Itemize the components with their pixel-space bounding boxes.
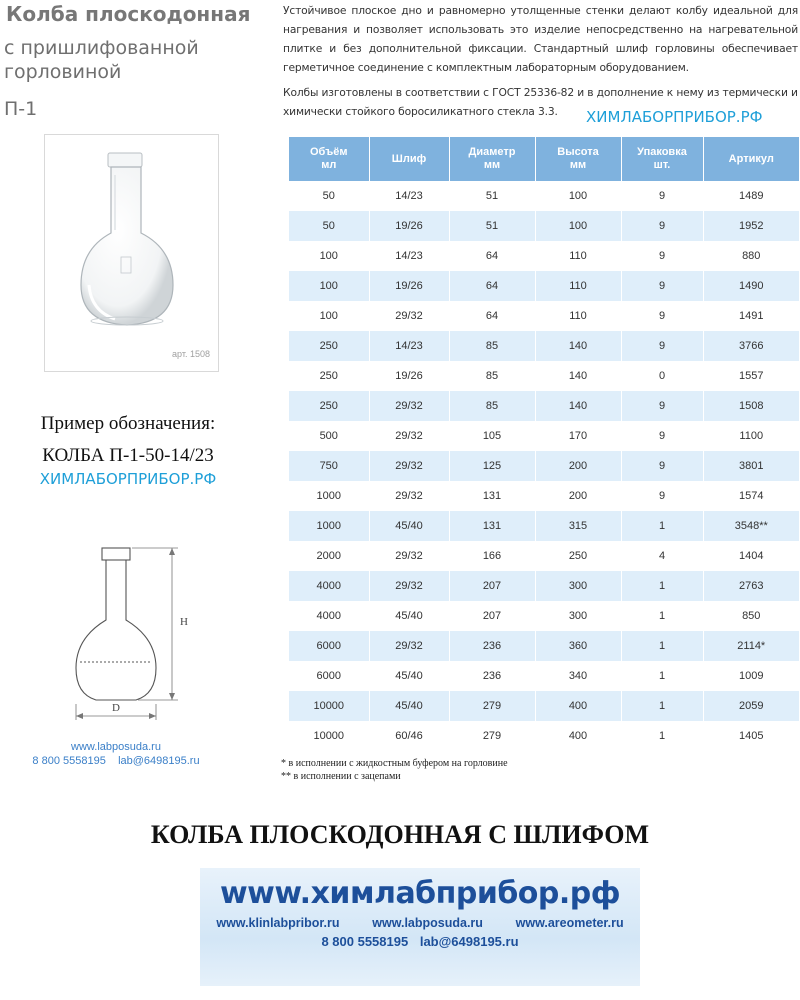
cell-volume: 6000 bbox=[289, 661, 369, 691]
cell-package: 9 bbox=[621, 481, 703, 511]
cell-diameter: 64 bbox=[449, 241, 535, 271]
site-name-left[interactable]: ХИМЛАБОРПРИБОР.РФ bbox=[39, 470, 217, 488]
cell-joint: 29/32 bbox=[369, 481, 449, 511]
table-row bbox=[289, 511, 799, 541]
cell-diameter: 51 bbox=[449, 181, 535, 211]
cell-article: 3766 bbox=[703, 331, 799, 361]
cell-volume: 6000 bbox=[289, 631, 369, 661]
table-row bbox=[289, 271, 799, 301]
cell-height: 200 bbox=[535, 451, 621, 481]
cell-height: 360 bbox=[535, 631, 621, 661]
cell-height: 340 bbox=[535, 661, 621, 691]
spec-table-body bbox=[289, 181, 799, 751]
cell-article: 1490 bbox=[703, 271, 799, 301]
cell-height: 400 bbox=[535, 691, 621, 721]
cell-diameter: 236 bbox=[449, 661, 535, 691]
cell-volume: 10000 bbox=[289, 691, 369, 721]
column-header-volume: Объём мл bbox=[289, 137, 369, 181]
cell-package: 4 bbox=[621, 541, 703, 571]
cell-diameter: 207 bbox=[449, 601, 535, 631]
banner-links bbox=[200, 916, 640, 930]
cell-volume: 50 bbox=[289, 181, 369, 211]
cell-height: 110 bbox=[535, 241, 621, 271]
cell-joint: 45/40 bbox=[369, 511, 449, 541]
cell-package: 9 bbox=[621, 301, 703, 331]
cell-diameter: 64 bbox=[449, 271, 535, 301]
cell-height: 140 bbox=[535, 391, 621, 421]
cell-diameter: 236 bbox=[449, 631, 535, 661]
table-row bbox=[289, 721, 799, 751]
cell-volume: 50 bbox=[289, 211, 369, 241]
cell-diameter: 166 bbox=[449, 541, 535, 571]
cell-article: 3801 bbox=[703, 451, 799, 481]
cell-volume: 4000 bbox=[289, 601, 369, 631]
table-row bbox=[289, 301, 799, 331]
cell-joint: 14/23 bbox=[369, 181, 449, 211]
cell-article: 1404 bbox=[703, 541, 799, 571]
cell-article: 2114* bbox=[703, 631, 799, 661]
cell-joint: 29/32 bbox=[369, 541, 449, 571]
cell-joint: 29/32 bbox=[369, 451, 449, 481]
table-row bbox=[289, 601, 799, 631]
table-row bbox=[289, 691, 799, 721]
product-code: П-1 bbox=[4, 98, 38, 120]
banner-contacts bbox=[200, 934, 640, 949]
cell-package: 9 bbox=[621, 331, 703, 361]
banner-link-1[interactable]: www.klinlabpribor.ru bbox=[216, 916, 340, 930]
column-header-package: Упаковка шт. bbox=[621, 137, 703, 181]
column-header-joint: Шлиф bbox=[369, 137, 449, 181]
designation-example-value: КОЛБА П-1-50-14/23 bbox=[42, 445, 214, 466]
column-header-height: Высота мм bbox=[535, 137, 621, 181]
cell-article: 1489 bbox=[703, 181, 799, 211]
footnote-2: ** в исполнении с зацепами bbox=[281, 771, 401, 782]
cell-height: 300 bbox=[535, 571, 621, 601]
cell-joint: 19/26 bbox=[369, 361, 449, 391]
cell-diameter: 207 bbox=[449, 571, 535, 601]
promo-banner[interactable] bbox=[200, 868, 640, 986]
product-photo bbox=[44, 134, 219, 372]
cell-package: 1 bbox=[621, 511, 703, 541]
cell-package: 1 bbox=[621, 661, 703, 691]
table-row bbox=[289, 571, 799, 601]
cell-package: 9 bbox=[621, 211, 703, 241]
column-header-diameter: Диаметр мм bbox=[449, 137, 535, 181]
cell-diameter: 64 bbox=[449, 301, 535, 331]
cell-volume: 250 bbox=[289, 331, 369, 361]
cell-joint: 29/32 bbox=[369, 571, 449, 601]
table-row bbox=[289, 481, 799, 511]
cell-joint: 29/32 bbox=[369, 391, 449, 421]
drawing-dim-d: D bbox=[112, 702, 120, 714]
cell-package: 1 bbox=[621, 571, 703, 601]
cell-package: 9 bbox=[621, 241, 703, 271]
cell-package: 9 bbox=[621, 271, 703, 301]
table-row bbox=[289, 661, 799, 691]
designation-example bbox=[0, 408, 256, 472]
cell-diameter: 85 bbox=[449, 391, 535, 421]
cell-height: 170 bbox=[535, 421, 621, 451]
cell-article: 1100 bbox=[703, 421, 799, 451]
cell-package: 1 bbox=[621, 631, 703, 661]
cell-joint: 45/40 bbox=[369, 691, 449, 721]
cell-volume: 500 bbox=[289, 421, 369, 451]
table-row bbox=[289, 181, 799, 211]
cell-package: 1 bbox=[621, 601, 703, 631]
cell-volume: 100 bbox=[289, 301, 369, 331]
cell-package: 1 bbox=[621, 721, 703, 751]
banner-phone[interactable]: 8 800 5558195 bbox=[321, 934, 409, 949]
cell-height: 100 bbox=[535, 211, 621, 241]
product-title: Колба плоскодонная bbox=[6, 2, 251, 26]
cell-joint: 14/23 bbox=[369, 241, 449, 271]
cell-height: 140 bbox=[535, 331, 621, 361]
cell-diameter: 105 bbox=[449, 421, 535, 451]
product-subtitle-line1: с пришлифованной bbox=[4, 37, 199, 59]
cell-diameter: 279 bbox=[449, 721, 535, 751]
cell-joint: 19/26 bbox=[369, 271, 449, 301]
cell-article: 1557 bbox=[703, 361, 799, 391]
table-row bbox=[289, 631, 799, 661]
cell-joint: 29/32 bbox=[369, 301, 449, 331]
banner-link-3[interactable]: www.areometer.ru bbox=[515, 916, 624, 930]
cell-package: 1 bbox=[621, 691, 703, 721]
contacts-url[interactable]: www.labposuda.ru bbox=[71, 741, 161, 753]
cell-diameter: 131 bbox=[449, 511, 535, 541]
cell-joint: 29/32 bbox=[369, 631, 449, 661]
photo-article-label: арт. 1508 bbox=[172, 349, 210, 359]
cell-article: 1009 bbox=[703, 661, 799, 691]
cell-article: 880 bbox=[703, 241, 799, 271]
cell-height: 110 bbox=[535, 301, 621, 331]
cell-package: 9 bbox=[621, 451, 703, 481]
cell-article: 1952 bbox=[703, 211, 799, 241]
contacts-phone[interactable]: 8 800 5558195 bbox=[32, 755, 106, 767]
cell-volume: 1000 bbox=[289, 481, 369, 511]
cell-volume: 100 bbox=[289, 271, 369, 301]
cell-diameter: 125 bbox=[449, 451, 535, 481]
cell-package: 0 bbox=[621, 361, 703, 391]
cell-joint: 29/32 bbox=[369, 421, 449, 451]
cell-joint: 19/26 bbox=[369, 211, 449, 241]
footnotes bbox=[281, 757, 508, 783]
cell-article: 1405 bbox=[703, 721, 799, 751]
table-row bbox=[289, 451, 799, 481]
banner-main-url[interactable]: www.химлабприбор.рф bbox=[219, 876, 621, 911]
cell-diameter: 85 bbox=[449, 361, 535, 391]
cell-height: 200 bbox=[535, 481, 621, 511]
cell-joint: 45/40 bbox=[369, 661, 449, 691]
site-name-right[interactable]: ХИМЛАБОРПРИБОР.РФ bbox=[586, 108, 763, 126]
cell-volume: 250 bbox=[289, 391, 369, 421]
flask-drawing bbox=[66, 542, 196, 737]
cell-article: 2059 bbox=[703, 691, 799, 721]
designation-example-label: Пример обозначения: bbox=[40, 413, 216, 434]
cell-joint: 60/46 bbox=[369, 721, 449, 751]
cell-height: 400 bbox=[535, 721, 621, 751]
cell-height: 140 bbox=[535, 361, 621, 391]
footnote-1: * в исполнении с жидкостным буфером на горловине bbox=[281, 758, 508, 769]
page-heading: КОЛБА ПЛОСКОДОННАЯ С ШЛИФОМ bbox=[150, 820, 650, 849]
table-row bbox=[289, 361, 799, 391]
cell-package: 9 bbox=[621, 421, 703, 451]
table-row bbox=[289, 331, 799, 361]
cell-article: 1508 bbox=[703, 391, 799, 421]
product-subtitle bbox=[4, 36, 199, 84]
cell-height: 250 bbox=[535, 541, 621, 571]
table-row bbox=[289, 211, 799, 241]
description-paragraph-1: Устойчивое плоское дно и равномерно утолщенные стенки делают колбу идеальной для нагревания и позволяет использовать это изделие непосредственно на нагревательной плитке и без дополнительной фиксации. Стандартный шлиф горловины обеспечивает герметичное соединение с комплектным лабораторным оборудованием. bbox=[283, 4, 798, 74]
cell-volume: 1000 bbox=[289, 511, 369, 541]
banner-email[interactable]: lab@6498195.ru bbox=[419, 934, 519, 949]
cell-diameter: 131 bbox=[449, 481, 535, 511]
drawing-dim-h: H bbox=[180, 616, 188, 628]
cell-height: 110 bbox=[535, 271, 621, 301]
cell-joint: 14/23 bbox=[369, 331, 449, 361]
cell-volume: 250 bbox=[289, 361, 369, 391]
flask-drawing-icon bbox=[66, 542, 196, 732]
cell-article: 2763 bbox=[703, 571, 799, 601]
contacts-email[interactable]: lab@6498195.ru bbox=[118, 755, 200, 767]
cell-diameter: 85 bbox=[449, 331, 535, 361]
table-row bbox=[289, 391, 799, 421]
cell-volume: 10000 bbox=[289, 721, 369, 751]
cell-volume: 4000 bbox=[289, 571, 369, 601]
table-row bbox=[289, 241, 799, 271]
column-header-article: Артикул bbox=[703, 137, 799, 181]
banner-link-2[interactable]: www.labposuda.ru bbox=[372, 916, 483, 930]
cell-height: 100 bbox=[535, 181, 621, 211]
cell-volume: 2000 bbox=[289, 541, 369, 571]
cell-diameter: 279 bbox=[449, 691, 535, 721]
product-subtitle-line2: горловиной bbox=[4, 61, 122, 83]
cell-package: 9 bbox=[621, 391, 703, 421]
cell-height: 300 bbox=[535, 601, 621, 631]
cell-package: 9 bbox=[621, 181, 703, 211]
cell-volume: 750 bbox=[289, 451, 369, 481]
cell-height: 315 bbox=[535, 511, 621, 541]
spec-table-header-row bbox=[289, 137, 799, 181]
cell-volume: 100 bbox=[289, 241, 369, 271]
table-row bbox=[289, 421, 799, 451]
cell-article: 3548** bbox=[703, 511, 799, 541]
cell-diameter: 51 bbox=[449, 211, 535, 241]
spec-table bbox=[289, 137, 799, 751]
table-row bbox=[289, 541, 799, 571]
contacts-left bbox=[0, 740, 232, 768]
cell-article: 1574 bbox=[703, 481, 799, 511]
cell-joint: 45/40 bbox=[369, 601, 449, 631]
flask-photo-icon bbox=[45, 135, 220, 373]
cell-article: 850 bbox=[703, 601, 799, 631]
description-paragraph-2: Колбы изготовлены в соответствии с ГОСТ 25336-82 и в дополнение к нему из термически и химически стойкого боросиликатного стекла 3.3. bbox=[283, 86, 798, 118]
cell-article: 1491 bbox=[703, 301, 799, 331]
